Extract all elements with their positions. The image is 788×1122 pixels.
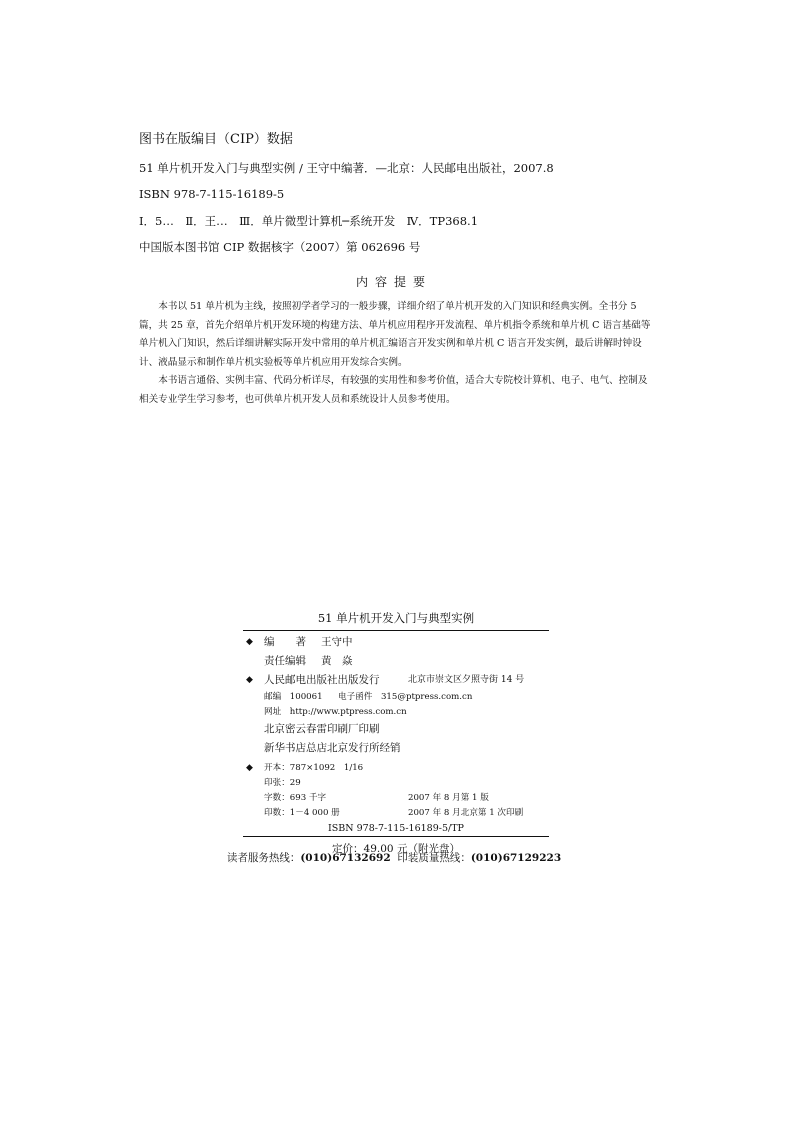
publisher-address: 北京市崇文区夕照寺街 14 号 [408, 675, 525, 685]
distributor: 新华书店总店北京发行所经销 [264, 742, 401, 754]
colophon [243, 610, 549, 856]
service-hotline-number: (010)67132692 [300, 852, 391, 864]
colophon-isbn: ISBN 978-7-115-16189-5/TP [243, 823, 549, 837]
word-count: 字数：693 千字 [264, 793, 327, 803]
website: 网址 http://www.ptpress.com.cn [264, 707, 407, 717]
cip-line-isbn: ISBN 978-7-115-16189-5 [139, 187, 285, 201]
print-date: 2007 年 8 月北京第 1 次印刷 [408, 808, 524, 818]
diamond-bullet: ◆ [246, 637, 253, 647]
sheets: 印张：29 [264, 778, 301, 788]
printer: 北京密云春雷印刷厂印刷 [264, 723, 380, 735]
service-hotline-label: 读者服务热线： [226, 852, 301, 864]
cip-line-classification: Ⅰ．5… Ⅱ．王… Ⅲ．单片微型计算机─系统开发 Ⅳ．TP368.1 [139, 214, 479, 228]
editor-label: 责任编辑 [264, 655, 306, 667]
price: 定价：49.00 元（附光盘） [332, 843, 460, 855]
author-label: 编 著 [264, 636, 306, 648]
diamond-bullet: ◆ [246, 675, 253, 685]
postcode: 邮编 100061 [264, 692, 323, 702]
edition: 2007 年 8 月第 1 版 [408, 793, 489, 803]
editor-name: 黄 焱 [321, 655, 353, 667]
publisher: 人民邮电出版社出版发行 [264, 674, 380, 686]
cip-title: 图书在版编目（CIP）数据 [139, 132, 293, 147]
cip-line-book-info: 51 单片机开发入门与典型实例 / 王守中编著．—北京：人民邮电出版社，2007.8 [139, 161, 554, 175]
author-name: 王守中 [321, 636, 353, 648]
colophon-title: 51 单片机开发入门与典型实例 [243, 610, 549, 631]
summary-paragraph: 本书语言通俗、实例丰富、代码分析详尽，有较强的实用性和参考价值，适合大专院校计算机、电子、电气、控制及相关专业学生学习参考，也可供单片机开发人员和系统设计人员参考使用。 [139, 375, 648, 405]
print-run: 印数：1－4 000 册 [264, 808, 340, 818]
summary-body [139, 298, 651, 409]
format: 开本：787×1092 1/16 [264, 763, 364, 773]
summary-paragraph: 本书以 51 单片机为主线，按照初学者学习的一般步骤，详细介绍了单片机开发的入门知识和经典实例。全书分 5 篇，共 25 章，首先介绍单片机开发环境的构建方法、单片机应用程序开发流程、单片机指令系统和单片机 C 语言基础等单片机入门知识，然后详细讲解实际开发中常用的单片机汇编语言开发实例和单片机 C 语言开发实例，最后讲解时钟设计、液晶显示和制作单片机实验板等单片机应用开发综合实例。 [139, 301, 651, 368]
hotlines [0, 850, 788, 865]
quality-hotline-number: (010)67129223 [470, 852, 562, 864]
diamond-bullet: ◆ [246, 763, 253, 773]
email: 电子函件 315@ptpress.com.cn [338, 692, 473, 702]
quality-hotline-label: 印装质量热线： [397, 852, 471, 864]
summary-title: 内容提要 [355, 275, 432, 289]
cip-line-cip-number: 中国版本图书馆 CIP 数据核字（2007）第 062696 号 [139, 240, 421, 254]
